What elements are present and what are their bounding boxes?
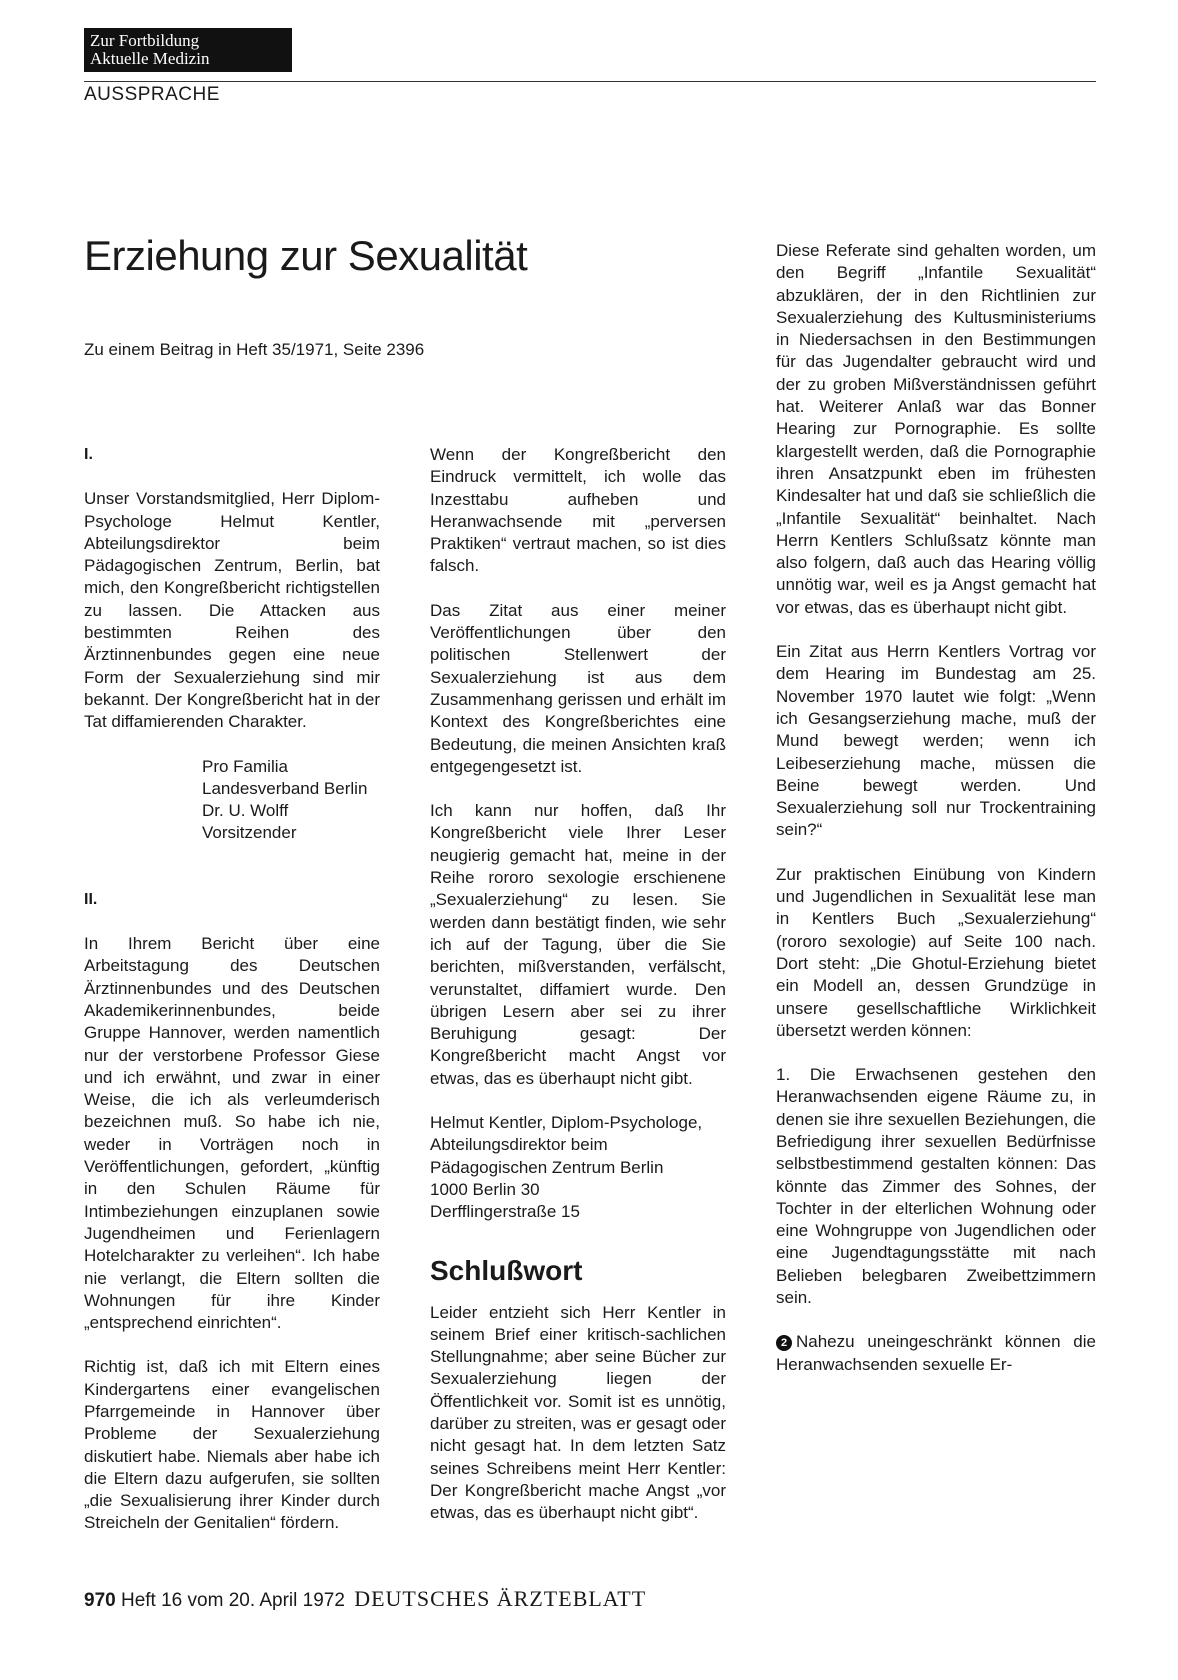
quoted-list-item: 1. Die Erwachsenen gestehen den Heranwachsenden eigene Räume zu, in denen sie ihre sexuellen Beziehungen, die Befriedigung ihrer sexuellen Bedürfnisse selbstbestimmend gestalten können: Das könnte das Zimmer des Sohnes, der Tochter in der elterlichen Wohnung oder eine Wohngruppe von Jugendlichen oder eine Jugendtagungsstätte mit nach Belieben belegbaren Zweibettzimmern sein. [776,1065,1096,1308]
closing-paragraph: Diese Referate sind gehalten worden, um den Begriff „Infantile Sexualität“ abzuklären, der in den Richtlinien zur Sexualerziehung des Kultusministeriums in Niedersachsen in den Bestimmungen für das Jugendalter gebraucht wird und der zu groben Mißverständnissen geführt hat. Weiterer Anlaß war das Bonner Hearing zur Pornographie. Es sollte klargestellt werden, daß die Pornographie ihren Ansatzpunkt eben im frühesten Kindesalter hat und daß sie schließlich die „Infantile Sexualität“ beinhaltet. Nach Herrn Kentlers Schlußsatz könnte man also folgern, daß auch das Hearing völlig unnötig war, weil es ja Angst gemacht hat vor etwas, das es überhaupt nicht gibt. [776,241,1096,617]
closing-paragraph: Leider entzieht sich Herr Kentler in seinem Brief einer kritisch-sachlichen Stellungnahme; aber seine Bücher zur Sexualerziehung liegen der Öffentlichkeit vor. Somit ist es unnötig, darüber zu streiten, was er gesagt oder nicht gesagt hat. In dem letzten Satz seines Schreibens meint Herr Kentler: Der Kongreßbericht mache Angst „vor etwas, das es überhaupt nicht gibt“. [430,1302,726,1523]
column-2 [430,444,726,1524]
article-subtitle: Zu einem Beitrag in Heft 35/1971, Seite 2396 [84,340,425,359]
section-numeral-1: I. [84,446,93,463]
letter-2-paragraph: Wenn der Kongreßbericht den Eindruck vermittelt, ich wolle das Inzesttabu aufheben und Heranwachsende mit „perversen Praktiken“ vertraut machen, so ist dies falsch. [430,445,726,576]
letter-2-paragraph: Richtig ist, daß ich mit Eltern eines Kindergartens einer evangelischen Pfarrgemeinde in Hannover über Probleme der Sexualerziehung diskutiert habe. Niemals aber habe ich die Eltern dazu aufgerufen, sie sollten „die Sexualisierung ihrer Kinder durch Streicheln der Genitalien“ fördern. [84,1357,380,1533]
signature-line: Pädagogischen Zentrum Berlin [430,1157,664,1177]
signature-line: Derfflingerstraße 15 [430,1202,580,1222]
closing-paragraph: Zur praktischen Einübung von Kindern und Jugendlichen in Sexualität lese man in Kentlers Buch „Sexualerziehung“ (rororo sexologie) auf Seite 100 nach. Dort steht: „Die Ghotul-Erziehung bietet ein Modell an, dessen Grundzüge in unsere gesellschaftliche Wirklichkeit übersetzt werden können: [776,864,1096,1040]
column-3 [776,240,1096,1376]
category-line-2: Aktuelle Medizin [90,49,210,68]
column-1 [84,444,380,1535]
signature-line: Vorsitzender [202,823,297,843]
letter-1-paragraph: Unser Vorstandsmitglied, Herr Diplom-Psychologe Helmut Kentler, Abteilungsdirektor beim Pädagogischen Zentrum, Berlin, bat mich, den Kongreßbericht richtigstellen zu lassen. Die Attacken aus bestimmten Reihen des Ärztinnenbundes gegen eine neue Form der Sexualerziehung sind mir bekannt. Der Kongreßbericht hat in der Tat diffamierenden Charakter. [84,489,380,732]
issue-info: Heft 16 vom 20. April 1972 [120,1590,345,1611]
letter-2-paragraph: Ich kann nur hoffen, daß Ihr Kongreßbericht viele Ihrer Leser neugierig gemacht hat, meine in der Reihe rororo sexologie erschienene „Sexualerziehung“ zu lesen. Sie werden dann bestätigt finden, wie sehr ich auf der Tagung, über die Sie berichten, mißverstanden, verfälscht, verunstaltet, diffamiert wurde. Den übrigen Lesern aber sei zu ihrer Beruhigung gesagt: Der Kongreßbericht macht Angst vor etwas, das es überhaupt nicht gibt. [430,801,726,1088]
signature-line: Abteilungsdirektor beim [430,1135,608,1155]
letter-2-paragraph: Das Zitat aus einer meiner Veröffentlichungen über den politischen Stellenwert der Sexualerziehung ist aus dem Zusammenhang gerissen und erhält im Kontext des Kongreßberichtes eine Bedeutung, die meinen Ansichten kraß entgegengesetzt ist. [430,600,726,776]
category-line-1: Zur Fortbildung [90,31,200,50]
list-item-text: Nahezu uneingeschränkt können die Heranwachsenden sexuelle Er- [776,1332,1096,1374]
list-number-badge: 2 [776,1335,792,1351]
header-rule [84,81,1096,82]
signature-line: Dr. U. Wolff [202,801,289,821]
category-label-box [84,28,292,72]
letter-1-signature [84,756,380,845]
letter-2-paragraph: In Ihrem Bericht über eine Arbeitstagung des Deutschen Ärztinnenbundes und des Deutschen Akademikerinnenbundes, beide Gruppe Hannover, werden namentlich nur der verstorbene Professor Giese und ich erwähnt, und zwar in einer Weise, die ich als verleumderisch bezeichnen muß. So habe ich nie, weder in Vorträgen noch in Veröffentlichungen, gefordert, „künftig in den Schulen Räume für Intimbeziehungen einzuplanen sowie Jugendheimen und Ferienlagern Hotelcharakter zu verleihen“. Ich habe nie verlangt, die Eltern sollten die Wohnungen für ihre Kinder „entsprechend einrichten“. [84,934,380,1333]
section-label: AUSSPRACHE [84,84,220,105]
letter-2-signature [430,1112,726,1223]
signature-line: 1000 Berlin 30 [430,1179,540,1199]
closing-heading: Schlußwort [430,1254,583,1286]
signature-line: Pro Familia [202,756,288,776]
article-title: Erziehung zur Sexualität [84,232,528,279]
page-footer [84,1586,646,1612]
signature-line: Helmut Kentler, Diplom-Psychologe, [430,1113,703,1133]
page-number: 970 [84,1590,116,1611]
journal-name: DEUTSCHES ÄRZTEBLATT [354,1586,647,1611]
signature-line: Landesverband Berlin [202,778,368,798]
section-numeral-2: II. [84,890,98,908]
closing-paragraph: Ein Zitat aus Herrn Kentlers Vortrag vor dem Hearing im Bundestag am 25. November 1970 lautet wie folgt: „Wenn ich Gesangserziehung mache, muß der Mund bewegt werden; wenn ich Leibeserziehung mache, müssen die Beine bewegt werden. Und Sexualerziehung soll nur Trockentraining sein?“ [776,642,1096,840]
quoted-list-item [776,1331,1096,1376]
